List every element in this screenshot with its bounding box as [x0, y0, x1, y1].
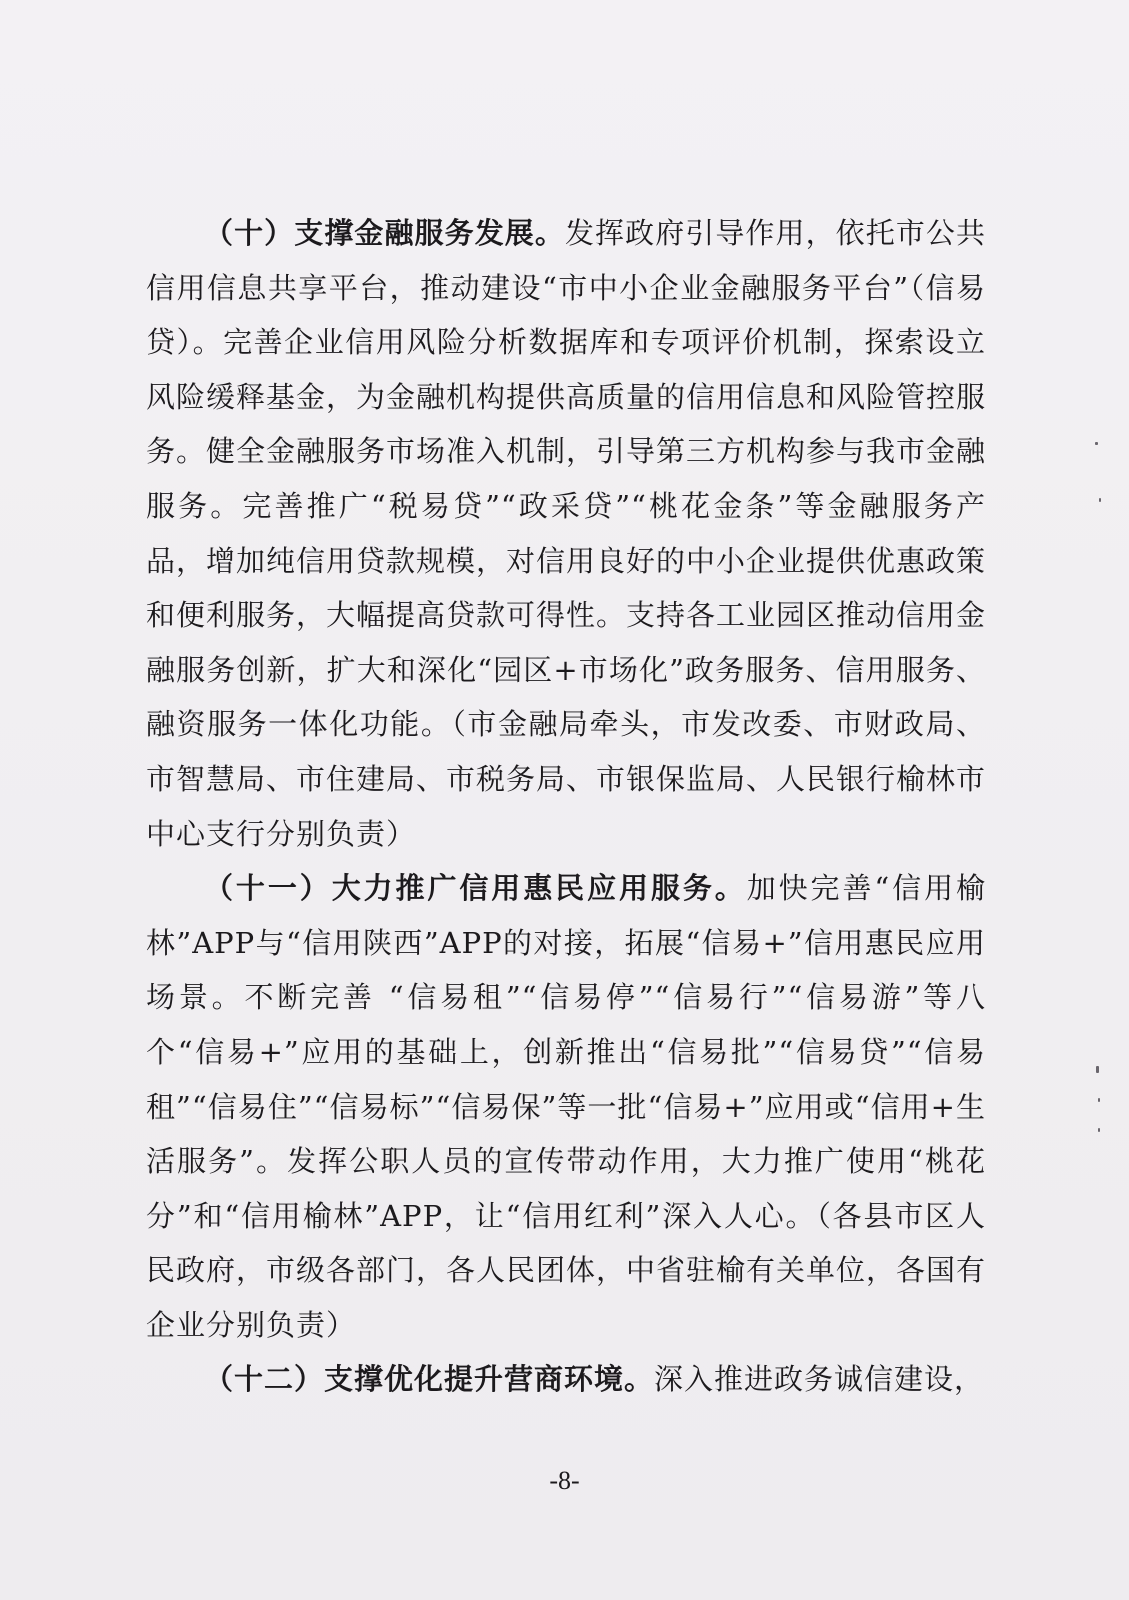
paragraph-12-heading: （十二）支撑优化提升营商环境。 — [204, 1362, 655, 1397]
scan-speck — [1096, 1066, 1099, 1073]
scan-speck — [1095, 442, 1098, 445]
paragraph-12 — [146, 1352, 986, 1407]
paragraph-11-body: 加快完善“信用榆林”APP与“信用陕西”APP的对接，拓展“信易+”信用惠民应用场景。不断完善 “信易租”“信易停”“信易行”“信易游”等八个“信易+”应用的基础上，创新推出“信易批”“信易贷”“信易租”“信易住”“信易标”“信易保”等一批“信易+”应用或“信用+生活服务”。发挥公职人员的宣传带动作用，大力推广使用“桃花分”和“信用榆林”APP，让“信用红利”深入人心。（各县市区人民政府，市级各部门，各人民团体，中省驻榆有关单位，各国有企业分别负责） — [146, 871, 987, 1342]
document-body — [146, 206, 986, 1407]
paragraph-11-heading: （十一）大力推广信用惠民应用服务。 — [204, 871, 747, 906]
page-number: -8- — [549, 1466, 580, 1495]
paragraph-11 — [146, 861, 986, 1352]
scan-speck — [1098, 1128, 1100, 1132]
paragraph-12-body: 深入推进政务诚信建设， — [654, 1362, 985, 1397]
paragraph-10-heading: （十）支撑金融服务发展。 — [204, 216, 565, 250]
paragraph-10-body: 发挥政府引导作用，依托市公共信用信息共享平台，推动建设“市中小企业金融服务平台”（信易贷）。完善企业信用风险分析数据库和专项评价机制，探索设立风险缓释基金，为金融机构提供高质量的信用信息和风险管控服务。健全金融服务市场准入机制，引导第三方机构参与我市金融服务。完善推广“税易贷”“政采贷”“桃花金条”等金融服务产品，增加纯信用贷款规模，对信用良好的中小企业提供优惠政策和便利服务，大幅提高贷款可得性。支持各工业园区推动信用金融服务创新，扩大和深化“园区+市场化”政务服务、信用服务、融资服务一体化功能。（市金融局牵头，市发改委、市财政局、市智慧局、市住建局、市税务局、市银保监局、人民银行榆林市中心支行分别负责） — [146, 216, 987, 851]
scan-speck — [1098, 1098, 1100, 1102]
paragraph-10 — [146, 206, 986, 861]
scan-speck — [1099, 498, 1101, 502]
